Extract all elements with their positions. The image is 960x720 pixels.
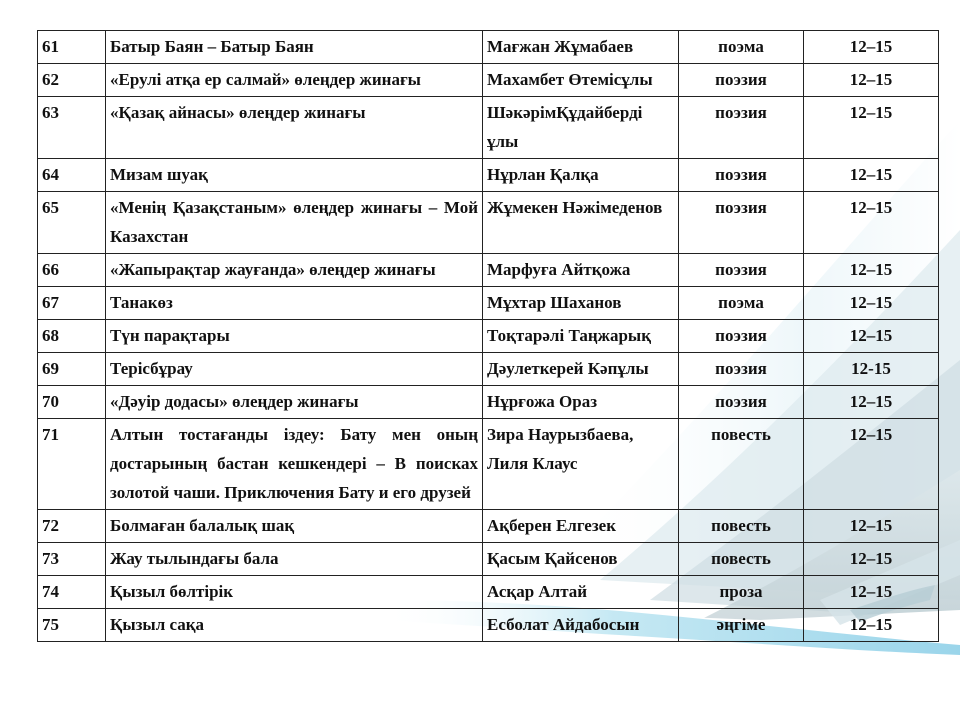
- book-title: «Жапырақтар жауғанда» өлеңдер жинағы: [106, 254, 483, 287]
- book-author: Ақберен Елгезек: [483, 510, 679, 543]
- row-number: 69: [38, 353, 106, 386]
- row-number: 64: [38, 159, 106, 192]
- age-range: 12–15: [804, 320, 939, 353]
- row-number: 73: [38, 543, 106, 576]
- book-author: Нұрғожа Ораз: [483, 386, 679, 419]
- book-genre: повесть: [679, 419, 804, 510]
- table-row: [38, 287, 939, 320]
- row-number: 62: [38, 64, 106, 97]
- row-number: 65: [38, 192, 106, 254]
- book-title: Қызыл сақа: [106, 609, 483, 642]
- book-genre: поэзия: [679, 353, 804, 386]
- age-range: 12–15: [804, 543, 939, 576]
- book-author: Дәулеткерей Кәпұлы: [483, 353, 679, 386]
- book-genre: поэма: [679, 287, 804, 320]
- book-author: Қасым Қайсенов: [483, 543, 679, 576]
- book-author: Марфуға Айтқожа: [483, 254, 679, 287]
- book-author: Есболат Айдабосын: [483, 609, 679, 642]
- age-range: 12–15: [804, 254, 939, 287]
- book-title: «Ерулі атқа ер салмай» өлеңдер жинағы: [106, 64, 483, 97]
- table-row: [38, 510, 939, 543]
- book-title: Қызыл бөлтірік: [106, 576, 483, 609]
- book-title: Танакөз: [106, 287, 483, 320]
- age-range: 12–15: [804, 609, 939, 642]
- book-genre: поэзия: [679, 254, 804, 287]
- row-number: 72: [38, 510, 106, 543]
- age-range: 12-15: [804, 353, 939, 386]
- age-range: 12–15: [804, 287, 939, 320]
- row-number: 70: [38, 386, 106, 419]
- book-author: Нұрлан Қалқа: [483, 159, 679, 192]
- table-row: [38, 609, 939, 642]
- table-row: [38, 159, 939, 192]
- age-range: 12–15: [804, 64, 939, 97]
- book-author: ШәкәрімҚұдайберді ұлы: [483, 97, 679, 159]
- table-row: [38, 320, 939, 353]
- book-author: Мұхтар Шаханов: [483, 287, 679, 320]
- book-title: Батыр Баян – Батыр Баян: [106, 31, 483, 64]
- book-genre: поэзия: [679, 97, 804, 159]
- book-genre: поэзия: [679, 159, 804, 192]
- book-author: Махамбет Өтемісұлы: [483, 64, 679, 97]
- book-title: Түн парақтары: [106, 320, 483, 353]
- book-list-table: [37, 30, 939, 642]
- table-row: [38, 419, 939, 510]
- book-genre: поэзия: [679, 386, 804, 419]
- row-number: 61: [38, 31, 106, 64]
- book-title: «Қазақ айнасы» өлеңдер жинағы: [106, 97, 483, 159]
- book-genre: проза: [679, 576, 804, 609]
- table-row: [38, 576, 939, 609]
- table-row: [38, 31, 939, 64]
- book-title: «Менің Қазақстаным» өлеңдер жинағы – Мой Казахстан: [106, 192, 483, 254]
- book-author: Асқар Алтай: [483, 576, 679, 609]
- book-author: Зира Наурызбаева, Лиля Клаус: [483, 419, 679, 510]
- book-genre: повесть: [679, 510, 804, 543]
- book-author: Мағжан Жұмабаев: [483, 31, 679, 64]
- table-row: [38, 64, 939, 97]
- book-author: Тоқтарәлі Таңжарық: [483, 320, 679, 353]
- book-genre: поэзия: [679, 320, 804, 353]
- table-row: [38, 97, 939, 159]
- book-genre: поэзия: [679, 64, 804, 97]
- age-range: 12–15: [804, 510, 939, 543]
- row-number: 63: [38, 97, 106, 159]
- row-number: 67: [38, 287, 106, 320]
- book-title: Терісбұрау: [106, 353, 483, 386]
- book-title: Мизам шуақ: [106, 159, 483, 192]
- book-title: Жау тылындағы бала: [106, 543, 483, 576]
- row-number: 75: [38, 609, 106, 642]
- table-row: [38, 543, 939, 576]
- age-range: 12–15: [804, 31, 939, 64]
- book-list-body: [38, 31, 939, 642]
- book-genre: повесть: [679, 543, 804, 576]
- age-range: 12–15: [804, 159, 939, 192]
- book-title: Болмаған балалық шақ: [106, 510, 483, 543]
- book-title: Алтын тостағанды іздеу: Бату мен оның достарының бастан кешкендері – В поисках золотой чаши. Приключения Бату и его друзей: [106, 419, 483, 510]
- age-range: 12–15: [804, 576, 939, 609]
- table-row: [38, 353, 939, 386]
- row-number: 66: [38, 254, 106, 287]
- table-row: [38, 192, 939, 254]
- row-number: 71: [38, 419, 106, 510]
- age-range: 12–15: [804, 192, 939, 254]
- row-number: 74: [38, 576, 106, 609]
- table-row: [38, 386, 939, 419]
- age-range: 12–15: [804, 97, 939, 159]
- age-range: 12–15: [804, 386, 939, 419]
- table-row: [38, 254, 939, 287]
- book-genre: поэма: [679, 31, 804, 64]
- book-genre: поэзия: [679, 192, 804, 254]
- book-author: Жұмекен Нәжімеденов: [483, 192, 679, 254]
- age-range: 12–15: [804, 419, 939, 510]
- book-genre: әңгіме: [679, 609, 804, 642]
- row-number: 68: [38, 320, 106, 353]
- book-title: «Дәуір додасы» өлеңдер жинағы: [106, 386, 483, 419]
